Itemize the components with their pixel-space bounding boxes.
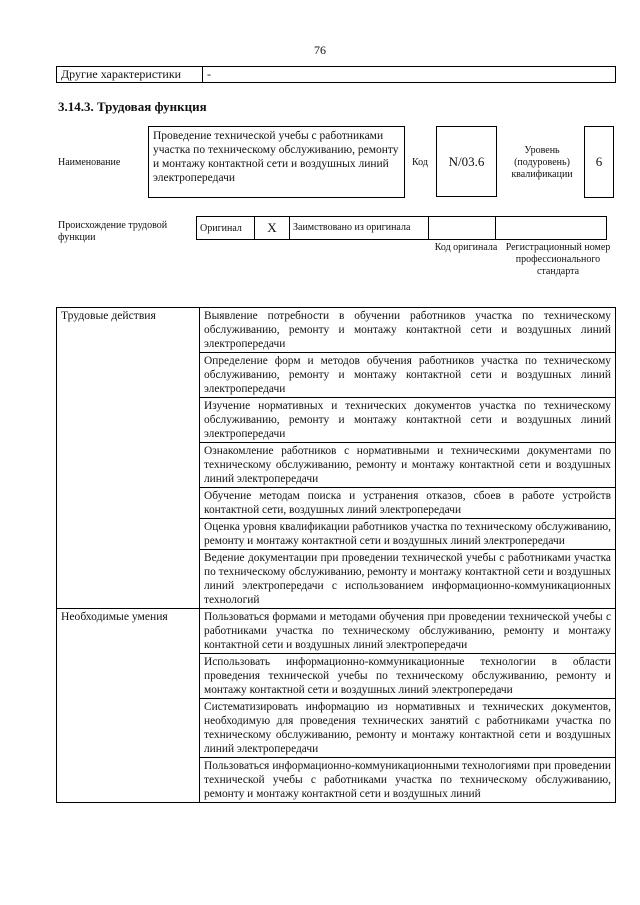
borrowed-from-original-label: Заимствовано из оригинала xyxy=(290,217,429,240)
category-cell: Трудовые действия xyxy=(57,308,200,609)
other-characteristics-value: - xyxy=(203,67,616,83)
list-item: Ведение документации при проведении технической учебы с работниками участка по техническому обслуживанию, ремонту и монтажу контактной сети и воздушных линий электропередачи с использованием информационно-коммуникационных технологий xyxy=(200,550,616,609)
other-characteristics-label: Другие характеристики xyxy=(57,67,203,83)
name-label: Наименование xyxy=(58,157,121,168)
original-label: Оригинал xyxy=(197,217,255,240)
original-mark: X xyxy=(255,217,290,240)
list-item: Пользоваться информационно-коммуникационными технологиями при проведении технической учебы с работниками участка по техническому обслуживанию, ремонту и монтажу контактной сети и воздушных линий xyxy=(200,758,616,803)
reg-number-cell xyxy=(496,217,607,240)
list-item: Выявление потребности в обучении работников участка по техническому обслуживанию, ремонту и монтажу контактной сети и воздушных линий электропередачи xyxy=(200,308,616,353)
code-original-caption: Код оригинала xyxy=(434,242,498,253)
function-name-box: Проведение технической учебы с работниками участка по техническому обслуживанию, ремонту и монтажу контактной сети и воздушных линий электропередачи xyxy=(148,126,405,198)
code-label: Код xyxy=(412,157,428,168)
list-item: Использовать информационно-коммуникационные технологии в области проведения технической учебы по техническому обслуживанию, ремонту и монтажу контактной сети и воздушных линий электропередачи xyxy=(200,654,616,699)
list-item: Систематизировать информацию из нормативных и технических документов, необходимую для проведения технических занятий с работниками участка по техническому обслуживанию, ремонту и монтажу контактной сети и воздушных линий электропередачи xyxy=(200,699,616,758)
list-item: Оценка уровня квалификации работников участка по техническому обслуживанию, ремонту и монтажу контактной сети и воздушных линий электропередачи xyxy=(200,519,616,550)
list-item: Ознакомление работников с нормативными и техническими документами по техническому обслуживанию, ремонту и монтажу контактной сети и воздушных линий электропередачи xyxy=(200,443,616,488)
section-title: 3.14.3. Трудовая функция xyxy=(58,99,207,114)
page-number: 76 xyxy=(314,43,326,57)
list-item: Изучение нормативных и технических документов участка по техническому обслуживанию, ремонту и монтажу контактной сети и воздушных линий электропередачи xyxy=(200,398,616,443)
reg-number-caption: Регистрационный номер профессионального стандарта xyxy=(505,242,611,277)
list-item: Определение форм и методов обучения работников участка по техническому обслуживанию, ремонту и монтажу контактной сети и воздушных линий электропередачи xyxy=(200,353,616,398)
qualification-level-label: Уровень (подуровень) квалификации xyxy=(511,145,573,180)
list-item: Пользоваться формами и методами обучения при проведении технической учебы с работниками участка по техническому обслуживанию, ремонту и монтажу контактной сети и воздушных линий электропередачи xyxy=(200,609,616,654)
labor-function-table xyxy=(56,307,616,803)
qualification-level-box: 6 xyxy=(584,126,614,198)
table-row xyxy=(57,308,616,353)
table-row xyxy=(57,609,616,654)
other-characteristics-table xyxy=(56,66,616,83)
origin-label: Происхождение трудовой функции xyxy=(58,220,168,243)
list-item: Обучение методам поиска и устранения отказов, сбоев в работе устройств контактной сети, воздушных линий электропередачи xyxy=(200,488,616,519)
code-original-cell xyxy=(429,217,496,240)
code-value-box: N/03.6 xyxy=(436,126,497,197)
origin-table xyxy=(196,216,607,240)
category-cell: Необходимые умения xyxy=(57,609,200,803)
